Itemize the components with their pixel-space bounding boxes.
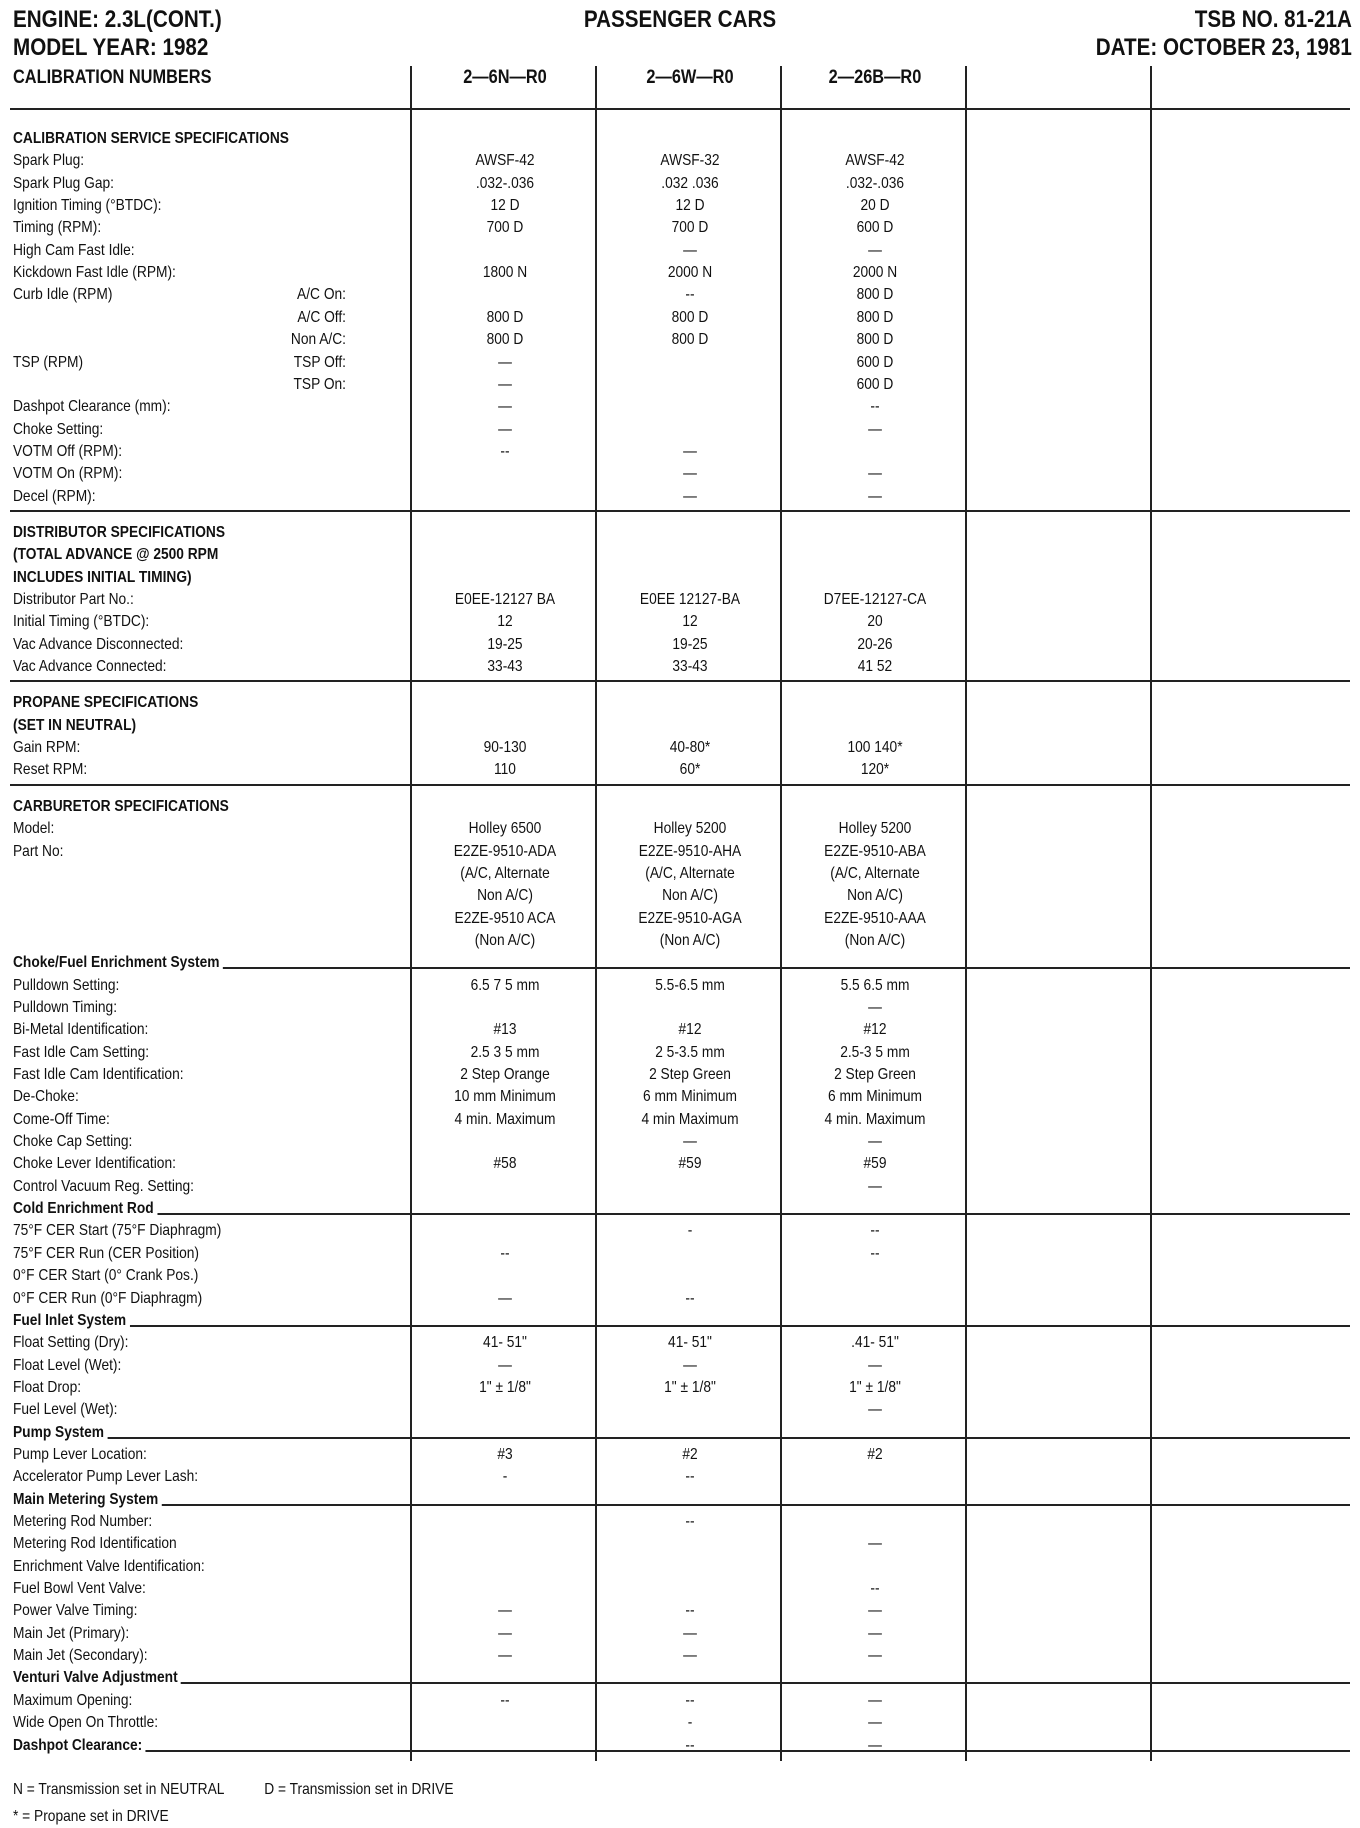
table-row <box>0 656 1360 678</box>
table-cell: 5.5 6.5 mm <box>840 976 910 994</box>
row-label: Spark Plug Gap: <box>13 174 114 192</box>
table-cell: 2 Step Green <box>834 1066 916 1083</box>
table-cell: Holley 5200 <box>838 820 912 838</box>
column-header-2-6w-r0: 2—6W—R0 <box>646 67 734 88</box>
table-row <box>0 396 1360 418</box>
table-row <box>0 1332 1360 1354</box>
table-row <box>0 1265 1360 1287</box>
row-label: 0°F CER Start (0° Crank Pos.) <box>13 1267 199 1285</box>
table-row <box>0 1288 1360 1310</box>
footnote-neutral <box>13 1779 454 1801</box>
row-label: 75°F CER Run (CER Position) <box>13 1244 199 1262</box>
table-cell: Non A/C) <box>662 887 718 905</box>
row-label: Metering Rod Identification <box>13 1535 177 1553</box>
section-heading-row <box>0 1489 1360 1511</box>
table-row <box>0 150 1360 172</box>
table-row <box>0 463 1360 485</box>
table-cell: E0EE 12127-BA <box>639 591 741 608</box>
table-row <box>0 1690 1360 1712</box>
table-cell: 800 D <box>486 331 524 349</box>
table-cell: — <box>683 465 697 483</box>
section-heading: CARBURETOR SPECIFICATIONS <box>13 797 229 815</box>
row-label: Pump Lever Location: <box>13 1445 147 1463</box>
section-heading: INCLUDES INITIAL TIMING) <box>13 568 192 586</box>
row-label: Gain RPM: <box>13 739 81 757</box>
table-cell: #12 <box>863 1021 887 1039</box>
table-cell: 20 <box>867 613 883 631</box>
table-cell: — <box>868 1133 882 1151</box>
section-heading: DISTRIBUTOR SPECIFICATIONS <box>13 523 226 541</box>
table-row <box>0 374 1360 396</box>
table-cell: — <box>868 1602 882 1620</box>
table-cell: — <box>498 1647 512 1665</box>
table-row <box>0 419 1360 441</box>
table-cell: -- <box>870 1580 880 1598</box>
table-cell: — <box>868 1535 882 1553</box>
table-cell: 4 min Maximum <box>641 1110 739 1128</box>
table-cell: 2.5 3 5 mm <box>470 1043 540 1061</box>
table-row <box>0 1153 1360 1175</box>
row-sublabel: TSP On: <box>293 375 346 393</box>
table-row <box>0 1220 1360 1242</box>
table-cell: -- <box>870 1222 880 1240</box>
row-label: Enrichment Valve Identification: <box>13 1557 205 1575</box>
table-cell: — <box>498 420 512 438</box>
row-label: Choke Lever Identification: <box>13 1155 176 1173</box>
row-label: Vac Advance Connected: <box>13 658 167 676</box>
table-cell: 2 5-3.5 mm <box>655 1043 725 1061</box>
footnote-n: N = Transmission set in NEUTRAL <box>13 1781 224 1798</box>
row-label: Choke Cap Setting: <box>13 1133 133 1151</box>
table-cell: (Non A/C) <box>844 931 906 949</box>
row-label: De-Choke: <box>13 1088 79 1106</box>
table-cell: D7EE-12127-CA <box>823 591 927 608</box>
table-cell: #2 <box>867 1445 883 1463</box>
section-rule <box>10 510 1350 512</box>
table-cell: 600 D <box>856 375 894 393</box>
table-row <box>0 863 1360 885</box>
table-cell: E0EE-12127 BA <box>454 591 556 608</box>
section-heading: Main Metering System <box>13 1489 162 1511</box>
section-heading-row <box>0 522 1360 544</box>
table-cell: — <box>868 998 882 1016</box>
section-heading-row <box>0 952 1360 974</box>
table-cell: 41- 51" <box>668 1334 712 1352</box>
table-row <box>0 173 1360 195</box>
calibration-numbers-header: CALIBRATION NUMBERS <box>13 67 212 88</box>
table-row <box>0 737 1360 759</box>
table-cell: — <box>498 1624 512 1642</box>
table-row <box>0 262 1360 284</box>
table-cell: 800 D <box>671 331 709 349</box>
table-cell: 60* <box>679 761 701 779</box>
table-cell: 2000 N <box>667 264 713 282</box>
table-row <box>0 908 1360 930</box>
table-cell: -- <box>685 1289 695 1307</box>
model-year-label: MODEL YEAR: 1982 <box>13 34 209 61</box>
table-cell: — <box>868 1624 882 1642</box>
table-cell: E2ZE-9510-ADA <box>453 842 557 860</box>
table-row <box>0 975 1360 997</box>
table-row <box>0 1600 1360 1622</box>
table-cell: #59 <box>678 1155 702 1173</box>
section-heading-row <box>0 544 1360 566</box>
row-label: High Cam Fast Idle: <box>13 241 135 259</box>
table-cell: — <box>683 241 697 259</box>
row-label: Fuel Bowl Vent Valve: <box>13 1580 146 1598</box>
table-cell: AWSF-42 <box>845 152 905 170</box>
row-sublabel: A/C On: <box>297 286 346 304</box>
section-heading-row <box>0 715 1360 737</box>
table-cell: 600 D <box>856 219 894 237</box>
row-label: Float Drop: <box>13 1378 82 1396</box>
table-cell: 40-80* <box>669 739 711 757</box>
row-label: Vac Advance Disconnected: <box>13 635 184 653</box>
footnote-propane: * = Propane set in DRIVE <box>13 1808 169 1825</box>
table-cell: #59 <box>863 1155 887 1173</box>
table-row <box>0 1019 1360 1041</box>
table-row <box>0 634 1360 656</box>
table-cell: — <box>683 1133 697 1151</box>
table-cell: 800 D <box>856 308 894 326</box>
table-row <box>0 352 1360 374</box>
table-row <box>0 611 1360 633</box>
row-label: Distributor Part No.: <box>13 591 134 608</box>
row-label: Ignition Timing (°BTDC): <box>13 197 162 215</box>
row-label: Come-Off Time: <box>13 1110 110 1128</box>
row-label: Fast Idle Cam Identification: <box>13 1066 184 1083</box>
table-cell: 19-25 <box>672 635 708 653</box>
table-cell: E2ZE-9510-AHA <box>638 842 742 860</box>
table-row <box>0 307 1360 329</box>
table-cell: 10 mm Minimum <box>454 1088 556 1106</box>
section-heading: (SET IN NEUTRAL) <box>13 716 137 734</box>
section-heading-row <box>0 1735 1360 1757</box>
engine-label: ENGINE: 2.3L(CONT.) <box>13 6 222 33</box>
header-rule <box>10 108 1350 110</box>
row-label: Fuel Level (Wet): <box>13 1401 118 1419</box>
table-cell: #58 <box>493 1155 517 1173</box>
table-row <box>0 1377 1360 1399</box>
table-row <box>0 195 1360 217</box>
table-cell: — <box>683 442 697 460</box>
row-label: Power Valve Timing: <box>13 1602 138 1620</box>
table-row <box>0 1131 1360 1153</box>
table-row <box>0 1243 1360 1265</box>
table-cell: E2ZE-9510-AGA <box>638 909 742 927</box>
table-cell: E2ZE-9510-ABA <box>824 842 926 860</box>
row-label: Part No: <box>13 842 64 860</box>
table-cell: 100 140* <box>847 739 903 757</box>
table-row <box>0 885 1360 907</box>
table-cell: #2 <box>682 1445 698 1463</box>
section-heading: Pump System <box>13 1422 107 1444</box>
table-cell: 12 D <box>675 197 705 215</box>
table-cell: — <box>683 1356 697 1374</box>
table-cell: (A/C, Alternate <box>830 864 920 882</box>
table-cell: — <box>868 1177 882 1195</box>
table-row <box>0 997 1360 1019</box>
table-row <box>0 1399 1360 1421</box>
table-cell: — <box>683 1624 697 1642</box>
table-row <box>0 818 1360 840</box>
row-label: 0°F CER Run (0°F Diaphragm) <box>13 1289 203 1307</box>
table-row <box>0 1355 1360 1377</box>
section-heading-row <box>0 692 1360 714</box>
table-cell: 1" ± 1/8" <box>849 1378 901 1396</box>
table-row <box>0 240 1360 262</box>
section-heading: Choke/Fuel Enrichment System <box>13 952 223 974</box>
table-cell: 12 <box>497 613 513 631</box>
section-rule <box>10 680 1350 682</box>
table-cell: - <box>502 1468 508 1486</box>
row-label: VOTM On (RPM): <box>13 465 123 483</box>
document-title: PASSENGER CARS <box>583 6 777 33</box>
table-row <box>0 1533 1360 1555</box>
row-label: Main Jet (Primary): <box>13 1624 130 1642</box>
table-cell: E2ZE-9510 ACA <box>454 909 556 927</box>
table-cell: .032-.036 <box>845 174 905 192</box>
table-cell: 1800 N <box>482 264 528 282</box>
table-cell: - <box>687 1714 693 1732</box>
row-label: Accelerator Pump Lever Lash: <box>13 1468 199 1486</box>
table-cell: 20-26 <box>857 635 893 653</box>
table-cell: 120* <box>860 761 890 779</box>
row-label: Float Level (Wet): <box>13 1356 122 1374</box>
table-cell: -- <box>685 1691 695 1709</box>
table-cell: — <box>683 1647 697 1665</box>
section-heading-row <box>0 1198 1360 1220</box>
tsb-number: TSB NO. 81-21A <box>1194 6 1352 33</box>
table-row <box>0 1623 1360 1645</box>
section-heading-row <box>0 1422 1360 1444</box>
table-cell: Holley 5200 <box>653 820 727 838</box>
table-row <box>0 441 1360 463</box>
row-label: Reset RPM: <box>13 761 88 779</box>
table-cell: — <box>868 1356 882 1374</box>
table-row <box>0 486 1360 508</box>
table-cell: -- <box>685 1602 695 1620</box>
table-cell: 2000 N <box>852 264 898 282</box>
column-header-2-26b-r0: 2—26B—R0 <box>828 67 922 88</box>
row-label: Choke Setting: <box>13 420 104 438</box>
table-cell: 5.5-6.5 mm <box>655 976 725 994</box>
table-cell: -- <box>870 398 880 416</box>
table-cell: — <box>868 241 882 259</box>
table-cell: 6 mm Minimum <box>642 1088 738 1106</box>
row-label: TSP (RPM) <box>13 353 84 371</box>
table-row <box>0 217 1360 239</box>
row-label: Timing (RPM): <box>13 219 102 237</box>
table-cell: -- <box>500 1244 510 1262</box>
table-cell: -- <box>685 1513 695 1530</box>
row-sublabel: TSP Off: <box>293 353 346 371</box>
table-cell: .41- 51" <box>851 1334 899 1352</box>
table-row <box>0 1645 1360 1667</box>
section-rule <box>10 784 1350 786</box>
table-cell: — <box>868 420 882 438</box>
row-label: Decel (RPM): <box>13 487 96 505</box>
table-cell: — <box>498 1289 512 1307</box>
table-cell: Holley 6500 <box>468 820 542 838</box>
table-cell: 4 min. Maximum <box>454 1110 556 1128</box>
table-row <box>0 1086 1360 1108</box>
table-cell: #3 <box>497 1445 513 1463</box>
table-cell: 110 <box>494 761 516 779</box>
table-cell: 12 <box>682 613 698 631</box>
table-row <box>0 284 1360 306</box>
row-label: Maximum Opening: <box>13 1691 133 1709</box>
table-cell: (A/C, Alternate <box>645 864 735 882</box>
table-cell: 800 D <box>486 308 524 326</box>
table-cell: -- <box>500 442 510 460</box>
table-row <box>0 1176 1360 1198</box>
table-cell: -- <box>685 1468 695 1486</box>
row-sublabel: Non A/C: <box>290 331 346 349</box>
table-cell: 90-130 <box>483 739 527 757</box>
table-cell: — <box>498 398 512 416</box>
table-cell: — <box>498 1602 512 1620</box>
table-cell: .032 .036 <box>661 174 719 192</box>
table-cell: 700 D <box>486 219 524 237</box>
section-heading-row <box>0 567 1360 589</box>
table-row <box>0 930 1360 952</box>
table-cell: (Non A/C) <box>659 931 721 949</box>
table-cell: 1" ± 1/8" <box>479 1378 531 1396</box>
row-label: Control Vacuum Reg. Setting: <box>13 1177 195 1195</box>
table-cell: 41 52 <box>857 658 893 676</box>
table-cell: 2 Step Green <box>649 1066 731 1083</box>
table-cell: E2ZE-9510-AAA <box>824 909 926 927</box>
table-row <box>0 1064 1360 1086</box>
section-heading: Dashpot Clearance: <box>13 1735 146 1757</box>
table-cell: .032-.036 <box>475 174 535 192</box>
table-cell: 41- 51" <box>483 1334 527 1352</box>
tsb-date: DATE: OCTOBER 23, 1981 <box>1095 34 1352 61</box>
table-cell: 6 mm Minimum <box>827 1088 923 1106</box>
table-cell: Non A/C) <box>847 887 903 905</box>
table-cell: -- <box>500 1691 510 1709</box>
table-cell: — <box>868 1691 882 1709</box>
table-cell: 2 Step Orange <box>460 1066 550 1083</box>
table-row <box>0 759 1360 781</box>
table-cell: — <box>498 353 512 371</box>
row-label: Wide Open On Throttle: <box>13 1714 159 1732</box>
table-cell: 700 D <box>671 219 709 237</box>
section-heading: (TOTAL ADVANCE @ 2500 RPM <box>13 546 219 564</box>
table-cell: AWSF-42 <box>475 152 535 170</box>
table-cell: — <box>683 487 697 505</box>
table-cell: 1" ± 1/8" <box>664 1378 716 1396</box>
row-label: Dashpot Clearance (mm): <box>13 398 171 416</box>
section-heading: PROPANE SPECIFICATIONS <box>13 694 199 712</box>
row-label: VOTM Off (RPM): <box>13 442 123 460</box>
table-row <box>0 1578 1360 1600</box>
table-row <box>0 1444 1360 1466</box>
row-label: Float Setting (Dry): <box>13 1334 129 1352</box>
section-heading: Cold Enrichment Rod <box>13 1198 157 1220</box>
row-label: Pulldown Timing: <box>13 998 118 1016</box>
table-cell: 800 D <box>856 286 894 304</box>
table-row <box>0 589 1360 611</box>
column-header-2-6n-r0: 2—6N—R0 <box>463 67 547 88</box>
table-cell: — <box>868 1401 882 1419</box>
section-heading-row <box>0 1310 1360 1332</box>
table-cell: -- <box>870 1244 880 1262</box>
table-cell: — <box>868 487 882 505</box>
table-cell: 33-43 <box>672 658 708 676</box>
table-cell: 600 D <box>856 353 894 371</box>
table-row <box>0 1511 1360 1533</box>
table-cell: AWSF-32 <box>660 152 720 170</box>
row-label: Bi-Metal Identification: <box>13 1021 149 1039</box>
footnote-d: D = Transmission set in DRIVE <box>264 1781 454 1798</box>
table-cell: (A/C, Alternate <box>460 864 550 882</box>
table-cell: — <box>868 1647 882 1665</box>
row-label: Main Jet (Secondary): <box>13 1647 148 1665</box>
table-row <box>0 1109 1360 1131</box>
row-sublabel: A/C Off: <box>297 308 346 326</box>
row-label: Initial Timing (°BTDC): <box>13 613 150 631</box>
section-heading-row <box>0 128 1360 150</box>
table-row <box>0 1712 1360 1734</box>
table-cell: 4 min. Maximum <box>824 1110 926 1128</box>
table-cell: — <box>498 375 512 393</box>
section-heading: Venturi Valve Adjustment <box>13 1667 181 1689</box>
row-label: Pulldown Setting: <box>13 976 120 994</box>
table-cell: 800 D <box>856 331 894 349</box>
row-label: 75°F CER Start (75°F Diaphragm) <box>13 1222 222 1240</box>
section-heading: CALIBRATION SERVICE SPECIFICATIONS <box>13 130 289 147</box>
table-cell: 12 D <box>490 197 520 215</box>
table-cell: 20 D <box>860 197 890 215</box>
table-cell: — <box>498 1356 512 1374</box>
table-cell: 800 D <box>671 308 709 326</box>
table-cell: #12 <box>678 1021 702 1039</box>
table-cell: -- <box>685 1736 695 1754</box>
table-cell: - <box>687 1222 693 1240</box>
table-cell: — <box>868 1736 882 1754</box>
table-row <box>0 1466 1360 1488</box>
table-cell: — <box>868 1714 882 1732</box>
table-cell: -- <box>685 286 695 304</box>
table-cell: 2.5-3 5 mm <box>840 1043 910 1061</box>
section-heading-row <box>0 1667 1360 1689</box>
table-cell: Non A/C) <box>477 887 533 905</box>
row-label: Kickdown Fast Idle (RPM): <box>13 264 176 282</box>
table-cell: 6.5 7 5 mm <box>470 976 540 994</box>
table-row <box>0 841 1360 863</box>
table-cell: — <box>868 465 882 483</box>
table-cell: 19-25 <box>487 635 523 653</box>
section-heading: Fuel Inlet System <box>13 1310 130 1332</box>
row-label: Fast Idle Cam Setting: <box>13 1043 150 1061</box>
table-cell: #13 <box>493 1021 517 1039</box>
table-cell: (Non A/C) <box>474 931 536 949</box>
row-label: Model: <box>13 820 55 838</box>
table-cell: 33-43 <box>487 658 523 676</box>
table-row <box>0 329 1360 351</box>
section-heading-row <box>0 796 1360 818</box>
table-row <box>0 1042 1360 1064</box>
table-row <box>0 1556 1360 1578</box>
row-label: Spark Plug: <box>13 152 85 170</box>
row-label: Metering Rod Number: <box>13 1513 153 1530</box>
row-label: Curb Idle (RPM) <box>13 286 113 304</box>
